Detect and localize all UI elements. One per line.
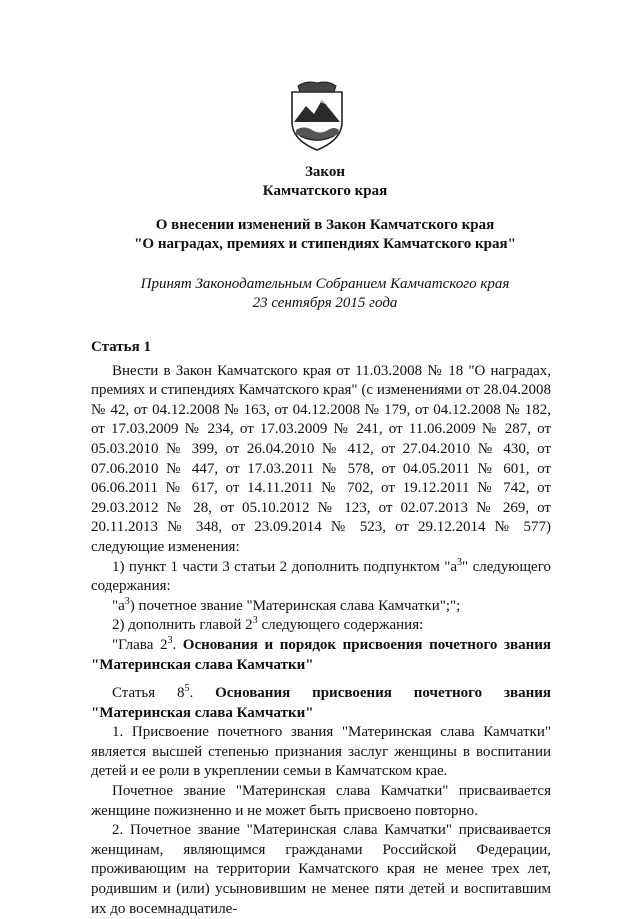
chapter-heading: "Глава $2^3$. Основания и порядок присвоения почетного звания "Материнская слава Камчатки"	[91, 634, 552, 673]
amendment-item-1: 1) пункт 1 части 3 статьи 2 дополнить подпунктом "$а^3$" следующего содержания:	[91, 556, 551, 595]
law-subject	[90, 216, 560, 254]
law-title-line2: Камчатского края	[262, 183, 388, 199]
article-8-5-heading: Статья $8^5$. Основания присвоения почетного звания "Материнская слава Камчатки"	[91, 683, 551, 721]
adoption-note-line1: Принят Законодательным Собранием Камчатского края	[140, 276, 510, 292]
law-subject-line1: О внесении изменений в Закон Камчатского края	[155, 217, 495, 233]
law-subject-line2: "О наградах, премиях и стипендиях Камчатского края"	[134, 236, 516, 252]
article-1-heading: Статья 1	[91, 339, 151, 355]
adoption-note	[90, 275, 560, 313]
amendment-item-2: 2) дополнить главой $2^3$ следующего содержания:	[112, 615, 424, 634]
law-title-line1: Закон	[304, 164, 345, 180]
adoption-date: 23 сентября 2015 года	[252, 295, 398, 311]
article-8-5-title: Основания присвоения почетного звания "Материнская слава Камчатки"	[91, 685, 551, 721]
article-8-5-para-3: 2. Почетное звание "Материнская слава Камчатки" присваивается женщинам, являющимся гражданами Российской Федерации, проживающим на территории Камчатского края не менее трех лет, родившим и (или) усыновившим не менее пяти детей и воспитавшим их до восемнадцатиле-	[91, 822, 551, 917]
document-body	[91, 338, 551, 919]
article-8-5-para-2: Почетное звание "Материнская слава Камчатки" присваивается женщине пожизненно и не может быть присвоено повторно.	[91, 783, 551, 819]
chapter-title: Основания и порядок присвоения почетного звания "Материнская слава Камчатки"	[91, 636, 552, 673]
amendment-item-1a: "$а^3$) почетное звание "Материнская слава Камчатки";";	[112, 595, 461, 614]
article-8-5-para-1: 1. Присвоение почетного звания "Материнская слава Камчатки" является высшей степенью признания заслуг женщины в воспитании детей и ее роли в укреплении семьи в Камчатском крае.	[91, 724, 551, 780]
coat-of-arms-icon	[284, 78, 350, 152]
law-title	[90, 163, 560, 201]
article-1-intro: Внести в Закон Камчатского края от 11.03.2008 № 18 "О наградах, премиях и стипендиях Камчатского края" (с изменениями от 28.04.2008 № 42, от 04.12.2008 № 163, от 04.12.2008 № 179, от 04.12.2008 № 182, от 17.03.2009 № 234, от 17.03.2009 № 241, от 11.06.2009 № 287, от 05.03.2010 № 399, от 26.04.2010 № 412, от 27.04.2010 № 430, от 07.06.2010 № 447, от 17.03.2011 № 578, от 04.05.2011 № 601, от 06.06.2011 № 617, от 14.11.2011 № 702, от 19.12.2011 № 742, от 29.03.2012 № 28, от 05.10.2012 № 123, от 02.07.2013 № 269, от 20.11.2013 № 348, от 23.09.2014 № 523, от 29.12.2014 № 577) следующие изменения:	[91, 362, 551, 555]
